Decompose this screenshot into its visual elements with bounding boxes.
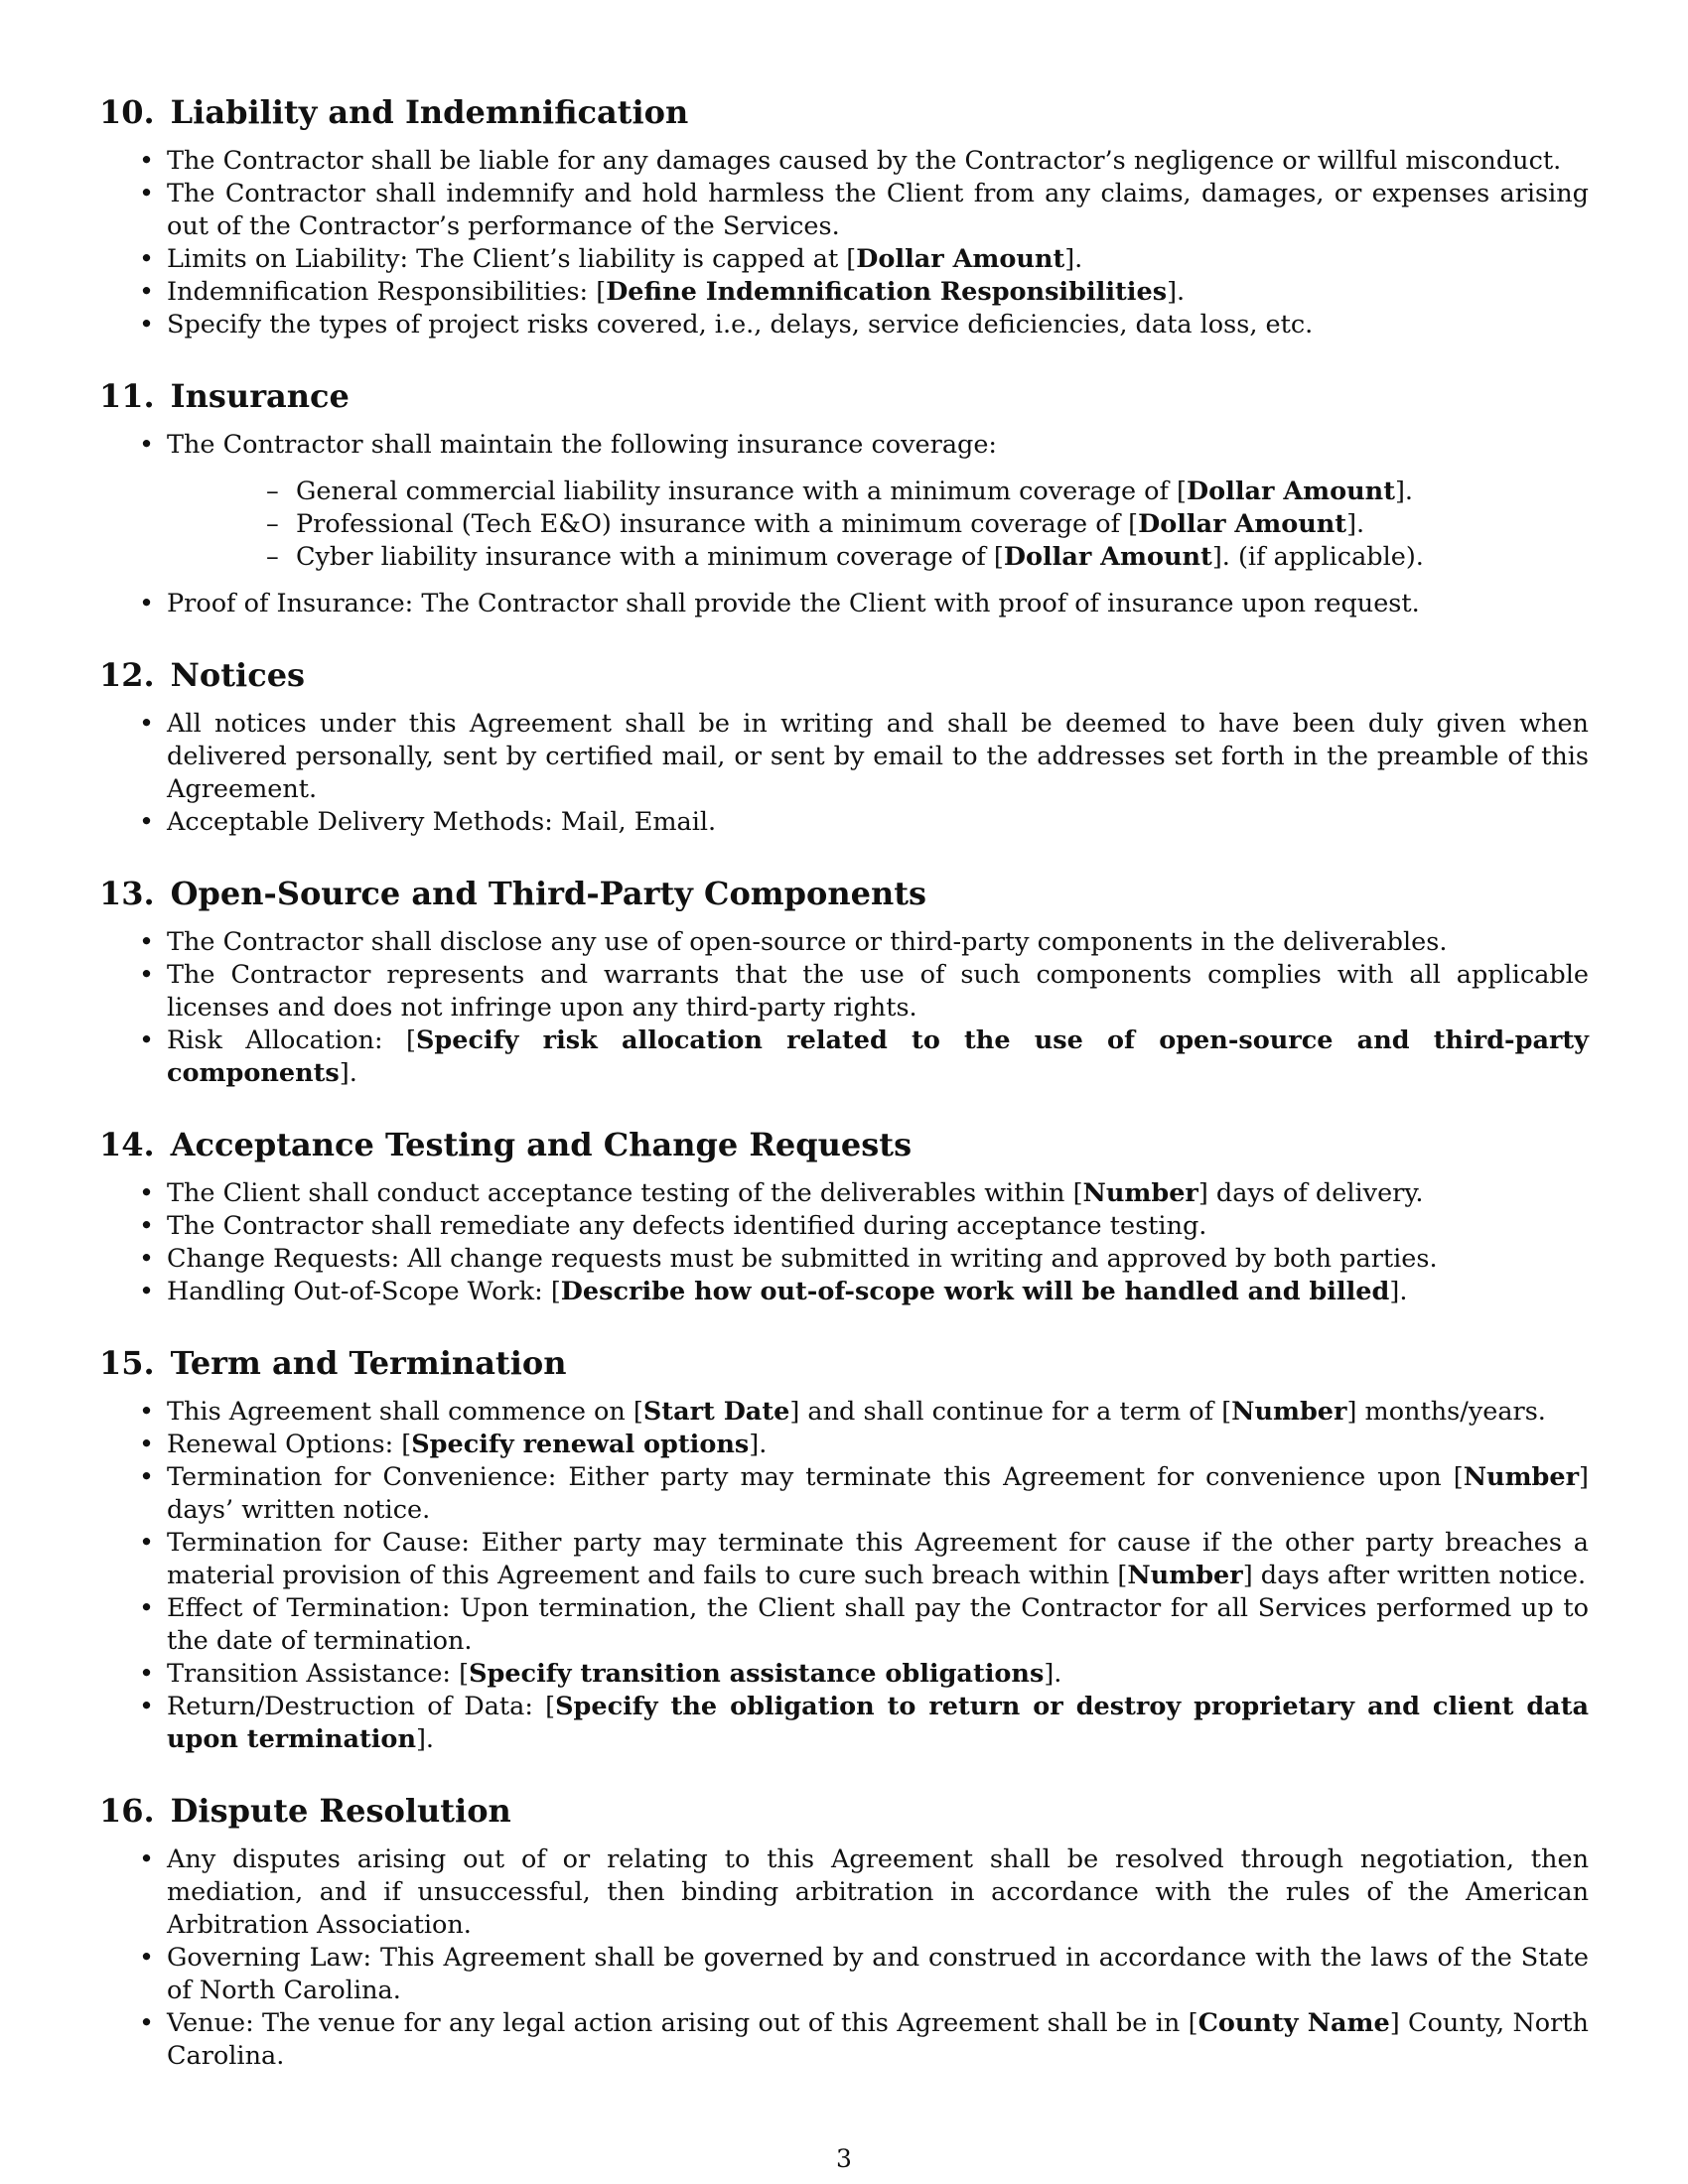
list-item bbox=[99, 806, 1589, 839]
sub-list-item bbox=[167, 541, 1589, 574]
text-run: ]. bbox=[1064, 244, 1083, 274]
section-title: Open-Source and Third-Party Components bbox=[170, 875, 927, 912]
list-item bbox=[99, 429, 1589, 574]
placeholder-field: Describe how out-of-scope work will be handled and billed bbox=[560, 1277, 1390, 1306]
section-heading bbox=[99, 654, 1589, 696]
list-item bbox=[99, 1210, 1589, 1243]
list-item bbox=[99, 1942, 1589, 2007]
list-item bbox=[99, 309, 1589, 341]
bullet-list bbox=[99, 145, 1589, 341]
section-heading bbox=[99, 1124, 1589, 1165]
text-run: Proof of Insurance: The Contractor shall provide the Client with proof of insurance upon request. bbox=[167, 589, 1420, 618]
placeholder-field: Number bbox=[1231, 1397, 1347, 1427]
section-13 bbox=[99, 873, 1589, 1090]
list-item bbox=[99, 588, 1589, 620]
list-item bbox=[99, 1843, 1589, 1942]
placeholder-field: Specify the obligation to return or destroy proprietary and client data upon termination bbox=[167, 1692, 1589, 1754]
text-run: Change Requests: All change requests must be submitted in writing and approved by both parties. bbox=[167, 1244, 1438, 1274]
section-title: Insurance bbox=[170, 377, 350, 415]
text-run: ] days’ written notice. bbox=[167, 1462, 1589, 1525]
placeholder-field: Specify renewal options bbox=[411, 1430, 750, 1459]
section-12 bbox=[99, 654, 1589, 839]
list-item bbox=[99, 178, 1589, 243]
section-number: 10. bbox=[99, 93, 155, 131]
text-run: The Contractor shall disclose any use of open-source or third-party components in the deliverables. bbox=[167, 927, 1448, 957]
section-10 bbox=[99, 91, 1589, 341]
section-heading bbox=[99, 375, 1589, 417]
list-item bbox=[99, 959, 1589, 1024]
section-title: Notices bbox=[170, 656, 306, 694]
section-number: 12. bbox=[99, 656, 155, 694]
text-run: ] days of delivery. bbox=[1197, 1178, 1424, 1208]
text-run: The Contractor represents and warrants that the use of such components complies with all applicable licenses and does not infringe upon any third-party rights. bbox=[167, 960, 1589, 1023]
document-body bbox=[99, 91, 1589, 2107]
text-run: Termination for Cause: Either party may terminate this Agreement for cause if the other party breaches a material provision of this Agreement and fails to cure such breach within [ bbox=[167, 1528, 1589, 1590]
section-heading bbox=[99, 91, 1589, 133]
placeholder-field: Specify transition assistance obligations bbox=[469, 1659, 1045, 1689]
text-run: Professional (Tech E&O) insurance with a minimum coverage of [ bbox=[296, 509, 1139, 539]
list-item bbox=[99, 1024, 1589, 1090]
bullet-list bbox=[99, 926, 1589, 1090]
list-item bbox=[99, 926, 1589, 959]
placeholder-field: Dollar Amount bbox=[1003, 542, 1212, 572]
text-run: The Contractor shall indemnify and hold harmless the Client from any claims, damages, or expenses arising out of the Contractor’s performance of the Services. bbox=[167, 179, 1589, 241]
placeholder-field: Dollar Amount bbox=[1138, 509, 1347, 539]
section-number: 13. bbox=[99, 875, 155, 912]
list-item bbox=[99, 243, 1589, 276]
sub-list bbox=[167, 476, 1589, 574]
text-run: Indemnification Responsibilities: [ bbox=[167, 277, 607, 307]
text-run: ] County, North Carolina. bbox=[167, 2008, 1589, 2071]
sub-list-item bbox=[167, 508, 1589, 541]
section-title: Dispute Resolution bbox=[170, 1792, 511, 1830]
list-item bbox=[99, 1276, 1589, 1308]
section-number: 16. bbox=[99, 1792, 155, 1830]
list-item bbox=[99, 1658, 1589, 1691]
text-run: Return/Destruction of Data: [ bbox=[167, 1692, 556, 1721]
sub-list-item bbox=[167, 476, 1589, 508]
section-number: 15. bbox=[99, 1344, 155, 1382]
list-item bbox=[99, 708, 1589, 806]
list-item bbox=[99, 1691, 1589, 1756]
list-item bbox=[99, 2007, 1589, 2073]
bullet-list bbox=[99, 1177, 1589, 1308]
page-number: 3 bbox=[836, 2144, 852, 2173]
section-heading bbox=[99, 1342, 1589, 1384]
section-number: 11. bbox=[99, 377, 155, 415]
text-run: ] months/years. bbox=[1346, 1397, 1546, 1427]
placeholder-field: Define Indemnification Responsibilities bbox=[606, 277, 1168, 307]
text-run: Venue: The venue for any legal action arising out of this Agreement shall be in [ bbox=[167, 2008, 1198, 2038]
text-run: General commercial liability insurance with a minimum coverage of [ bbox=[296, 477, 1188, 506]
text-run: ]. bbox=[749, 1430, 768, 1459]
text-run: Specify the types of project risks covered, i.e., delays, service deficiencies, data loss, etc. bbox=[167, 310, 1314, 340]
list-item bbox=[99, 1396, 1589, 1429]
placeholder-field: Number bbox=[1463, 1462, 1580, 1492]
section-title: Liability and Indemnification bbox=[170, 93, 689, 131]
text-run: Effect of Termination: Upon termination, the Client shall pay the Contractor for all Services performed up to the date of termination. bbox=[167, 1593, 1589, 1656]
section-15 bbox=[99, 1342, 1589, 1756]
text-run: ]. bbox=[339, 1058, 357, 1088]
placeholder-field: Start Date bbox=[642, 1397, 790, 1427]
text-run: Limits on Liability: The Client’s liability is capped at [ bbox=[167, 244, 857, 274]
section-heading bbox=[99, 873, 1589, 914]
section-number: 14. bbox=[99, 1126, 155, 1163]
text-run: ]. bbox=[1394, 477, 1414, 506]
text-run: The Contractor shall be liable for any damages caused by the Contractor’s negligence or willful misconduct. bbox=[167, 146, 1562, 176]
bullet-list bbox=[99, 1843, 1589, 2073]
text-run: ]. (if applicable). bbox=[1211, 542, 1424, 572]
placeholder-field: Dollar Amount bbox=[1187, 477, 1395, 506]
list-item bbox=[99, 276, 1589, 309]
text-run: The Contractor shall maintain the following insurance coverage: bbox=[167, 430, 998, 460]
placeholder-field: Number bbox=[1127, 1561, 1243, 1590]
text-run: Acceptable Delivery Methods: Mail, Email. bbox=[167, 807, 717, 837]
text-run: ]. bbox=[415, 1724, 435, 1754]
text-run: Termination for Convenience: Either party may terminate this Agreement for convenience upon [ bbox=[167, 1462, 1464, 1492]
text-run: Governing Law: This Agreement shall be governed by and construed in accordance with the laws of the State of North Carolina. bbox=[167, 1943, 1589, 2005]
placeholder-field: Specify risk allocation related to the use of open-source and third-party components bbox=[167, 1025, 1589, 1088]
list-item bbox=[99, 1461, 1589, 1527]
placeholder-field: Number bbox=[1082, 1178, 1198, 1208]
text-run: ] days after written notice. bbox=[1242, 1561, 1587, 1590]
section-16 bbox=[99, 1790, 1589, 2073]
text-run: Any disputes arising out of or relating to this Agreement shall be resolved through negotiation, then mediation, and if unsuccessful, then binding arbitration in accordance with the rules of the American Arbitration Association. bbox=[167, 1844, 1589, 1940]
text-run: All notices under this Agreement shall be in writing and shall be deemed to have been duly given when delivered personally, sent by certified mail, or sent by email to the addresses set forth in the preamble of this Agreement. bbox=[167, 709, 1589, 804]
text-run: Risk Allocation: [ bbox=[167, 1025, 417, 1055]
text-run: The Contractor shall remediate any defects identified during acceptance testing. bbox=[167, 1211, 1207, 1241]
text-run: ]. bbox=[1044, 1659, 1062, 1689]
list-item bbox=[99, 1177, 1589, 1210]
text-run: Renewal Options: [ bbox=[167, 1430, 412, 1459]
text-run: Transition Assistance: [ bbox=[167, 1659, 470, 1689]
section-heading bbox=[99, 1790, 1589, 1832]
text-run: The Client shall conduct acceptance testing of the deliverables within [ bbox=[167, 1178, 1083, 1208]
text-run: ]. bbox=[1346, 509, 1365, 539]
section-11 bbox=[99, 375, 1589, 620]
bullet-list bbox=[99, 1396, 1589, 1756]
section-title: Term and Termination bbox=[170, 1344, 567, 1382]
text-run: ] and shall continue for a term of [ bbox=[789, 1397, 1232, 1427]
text-run: Cyber liability insurance with a minimum coverage of [ bbox=[296, 542, 1004, 572]
placeholder-field: Dollar Amount bbox=[856, 244, 1065, 274]
list-item bbox=[99, 1592, 1589, 1658]
text-run: ]. bbox=[1167, 277, 1186, 307]
text-run: ]. bbox=[1389, 1277, 1408, 1306]
section-title: Acceptance Testing and Change Requests bbox=[170, 1126, 913, 1163]
placeholder-field: County Name bbox=[1197, 2008, 1390, 2038]
text-run: This Agreement shall commence on [ bbox=[167, 1397, 643, 1427]
list-item bbox=[99, 1243, 1589, 1276]
list-item bbox=[99, 145, 1589, 178]
list-item bbox=[99, 1527, 1589, 1592]
bullet-list bbox=[99, 708, 1589, 839]
bullet-list bbox=[99, 429, 1589, 620]
list-item bbox=[99, 1429, 1589, 1461]
section-14 bbox=[99, 1124, 1589, 1308]
text-run: Handling Out-of-Scope Work: [ bbox=[167, 1277, 561, 1306]
